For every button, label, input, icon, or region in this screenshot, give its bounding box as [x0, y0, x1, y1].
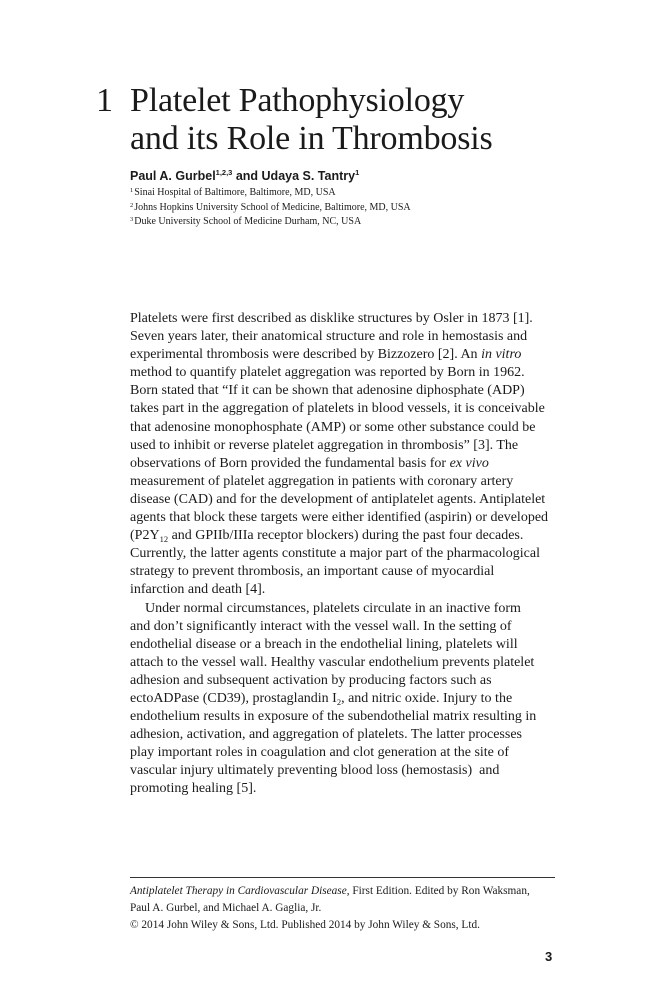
- text-line: promoting healing [5].: [130, 781, 257, 797]
- body-text: [130, 310, 562, 799]
- author-list: [130, 169, 359, 183]
- author-conjunction: and: [232, 169, 262, 183]
- affiliation: [130, 201, 411, 216]
- affiliation-list: [130, 186, 411, 230]
- text-line: Seven years later, their anatomical structure and role in hemostasis and: [130, 329, 528, 345]
- affiliation-marker: 3: [130, 216, 134, 223]
- book-title: Antiplatelet Therapy in Cardiovascular Disease: [130, 885, 347, 897]
- text-line: Under normal circumstances, platelets circulate in an inactive form: [145, 600, 521, 616]
- text-line: that adenosine monophosphate (AMP) or some other substance could be: [130, 419, 536, 435]
- subscript: 12: [159, 534, 169, 545]
- text-line: [130, 690, 562, 708]
- text-line: takes part in the aggregation of platelets in blood vessels, it is conceivable: [130, 401, 545, 417]
- footnote-line: Paul A. Gurbel, and Michael A. Gaglia, Jr.: [130, 902, 322, 914]
- text-line: attach to the vessel wall. Healthy vascular endothelium prevents platelet: [130, 654, 535, 670]
- chapter-title-line: Platelet Pathophysiology: [130, 82, 465, 119]
- affiliation-marker: 1: [130, 187, 134, 194]
- text-line: used to inhibit or reverse platelet aggregation in thrombosis” [3]. The: [130, 437, 519, 453]
- text-line: play important roles in coagulation and clot generation at the site of: [130, 745, 510, 761]
- italic-term: ex vivo: [449, 455, 489, 471]
- text-line: disease (CAD) and for the development of antiplatelet agents. Antiplatelet: [130, 491, 546, 507]
- text-run: and GPIIb/IIIa receptor blockers) during the past four decades.: [168, 528, 524, 544]
- paragraph: [130, 600, 562, 799]
- chapter-title: [130, 82, 630, 158]
- author-name: Udaya S. Tantry: [261, 169, 356, 183]
- text-line: vascular injury ultimately preventing blood loss (hemostasis) and: [130, 763, 500, 779]
- author-affiliation-marker: 1,2,3: [215, 168, 233, 177]
- affiliation-marker: 2: [130, 201, 134, 209]
- footnote-line: © 2014 John Wiley & Sons, Ltd. Published 2014 by John Wiley & Sons, Ltd.: [130, 919, 480, 931]
- paragraph: [130, 310, 562, 600]
- footnote-rule: [130, 877, 555, 878]
- text-run: ectoADPase (CD39), prostaglandin I: [130, 690, 337, 706]
- text-run: , First Edition. Edited by Ron Waksman,: [346, 885, 530, 897]
- text-line: endothelial disease or a breach in the endothelial lining, platelets will: [130, 636, 518, 652]
- affiliation-text: Johns Hopkins University School of Medicine, Baltimore, MD, USA: [134, 201, 411, 213]
- affiliation: [130, 215, 411, 230]
- affiliation-text: Sinai Hospital of Baltimore, Baltimore, MD, USA: [134, 187, 336, 198]
- italic-term: in vitro: [481, 347, 522, 363]
- text-line: [130, 455, 562, 473]
- text-line: adhesion, activation, and aggregation of platelets. The latter processes: [130, 727, 522, 743]
- footnote-line: [130, 883, 570, 900]
- text-run: experimental thrombosis were described by Bizzozero [2]. An: [130, 347, 482, 363]
- affiliation-text: Duke University School of Medicine Durham, NC, USA: [134, 216, 362, 227]
- text-line: and don’t significantly interact with the vessel wall. In the setting of: [130, 618, 512, 634]
- text-line: [130, 346, 562, 364]
- text-line: [130, 527, 562, 545]
- author-affiliation-marker: 1: [355, 168, 360, 177]
- text-line: infarction and death [4].: [130, 582, 266, 598]
- text-line: Born stated that “If it can be shown that adenosine diphosphate (ADP): [130, 383, 525, 399]
- chapter-title-line: and its Role in Thrombosis: [130, 120, 493, 157]
- affiliation: [130, 186, 411, 201]
- text-run: , and nitric oxide. Injury to the: [341, 690, 513, 706]
- page-number: 3: [545, 949, 553, 964]
- text-run: observations of Born provided the fundamental basis for: [130, 455, 450, 471]
- text-line: endothelium results in exposure of the subendothelial matrix resulting in: [130, 709, 537, 725]
- text-line: Currently, the latter agents constitute a major part of the pharmacological: [130, 546, 540, 562]
- text-line: method to quantify platelet aggregation was reported by Born in 1962.: [130, 365, 525, 381]
- copyright-footnote: [130, 883, 570, 934]
- author-name: Paul A. Gurbel: [130, 169, 216, 183]
- text-line: agents that block these targets were either identified (aspirin) or developed: [130, 510, 549, 526]
- subscript: 2: [336, 696, 342, 707]
- text-line: adhesion and subsequent activation by producing factors such as: [130, 672, 492, 688]
- text-run: (P2Y: [130, 528, 160, 544]
- chapter-number: 1: [96, 82, 113, 119]
- text-line: measurement of platelet aggregation in patients with coronary artery: [130, 473, 514, 489]
- text-line: Platelets were first described as disklike structures by Osler in 1873 [1].: [130, 311, 533, 326]
- text-line: strategy to prevent thrombosis, an important cause of myocardial: [130, 564, 495, 580]
